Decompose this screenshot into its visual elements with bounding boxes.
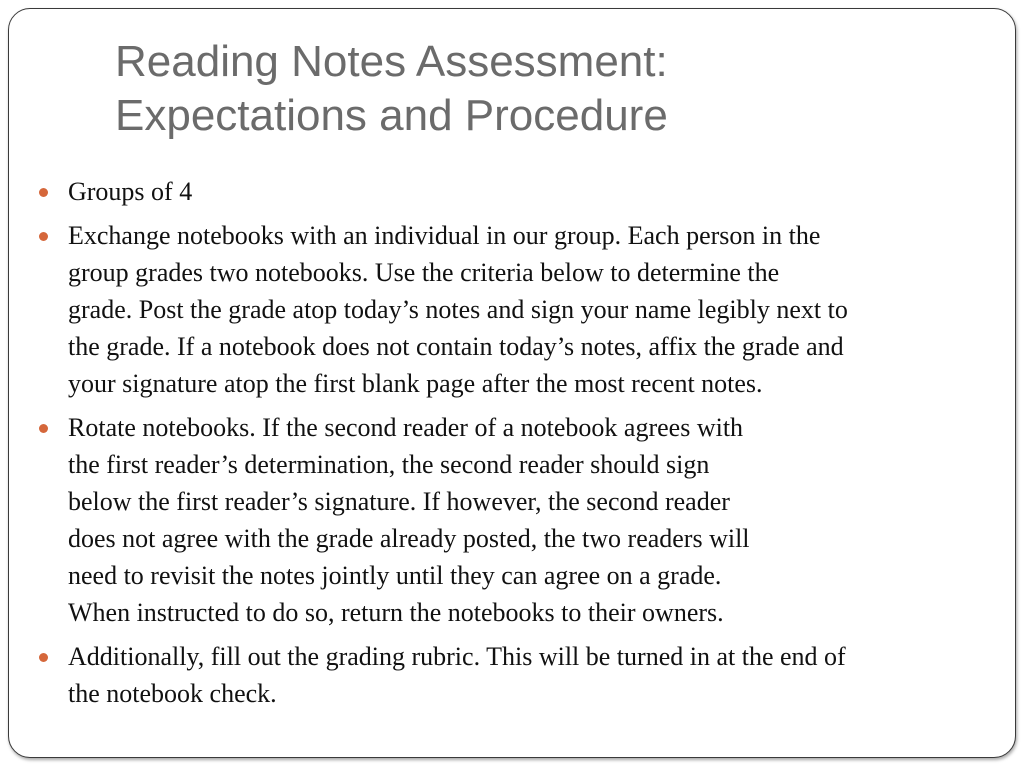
title-line: Reading Notes Assessment: (115, 37, 668, 86)
bullet-line: the first reader’s determination, the second reader should sign (68, 450, 710, 479)
bullet-list (39, 173, 1003, 719)
bullet-item-rubric (39, 638, 1003, 712)
bullet-item-rotate (39, 409, 1003, 631)
bullet-dot-icon (39, 188, 48, 197)
bullet-line: When instructed to do so, return the notebooks to their owners. (68, 598, 724, 627)
bullet-line: does not agree with the grade already posted, the two readers will (68, 524, 750, 553)
bullet-text (68, 638, 1003, 712)
bullet-line: Exchange notebooks with an individual in our group. Each person in the (68, 221, 821, 250)
bullet-item-groups (39, 173, 1003, 210)
bullet-item-exchange (39, 217, 1003, 402)
bullet-line: your signature atop the first blank page after the most recent notes. (68, 369, 763, 398)
bullet-line: the notebook check. (68, 679, 277, 708)
bullet-text (68, 409, 1003, 631)
bullet-line: Rotate notebooks. If the second reader of a notebook agrees with (68, 413, 744, 442)
bullet-line: group grades two notebooks. Use the criteria below to determine the (68, 258, 780, 287)
bullet-line: Additionally, fill out the grading rubric. This will be turned in at the end of (68, 642, 846, 671)
bullet-dot-icon (39, 424, 48, 433)
slide-title (115, 35, 995, 143)
bullet-line: Groups of 4 (68, 177, 193, 206)
bullet-text (68, 217, 1003, 402)
bullet-dot-icon (39, 232, 48, 241)
title-line: Expectations and Procedure (115, 91, 668, 140)
bullet-line: grade. Post the grade atop today’s notes and sign your name legibly next to (68, 295, 848, 324)
bullet-dot-icon (39, 653, 48, 662)
bullet-text (68, 173, 1003, 210)
slide (8, 8, 1016, 758)
bullet-line: need to revisit the notes jointly until they can agree on a grade. (68, 561, 722, 590)
bullet-line: below the first reader’s signature. If however, the second reader (68, 487, 730, 516)
bullet-line: the grade. If a notebook does not contain today’s notes, affix the grade and (68, 332, 844, 361)
